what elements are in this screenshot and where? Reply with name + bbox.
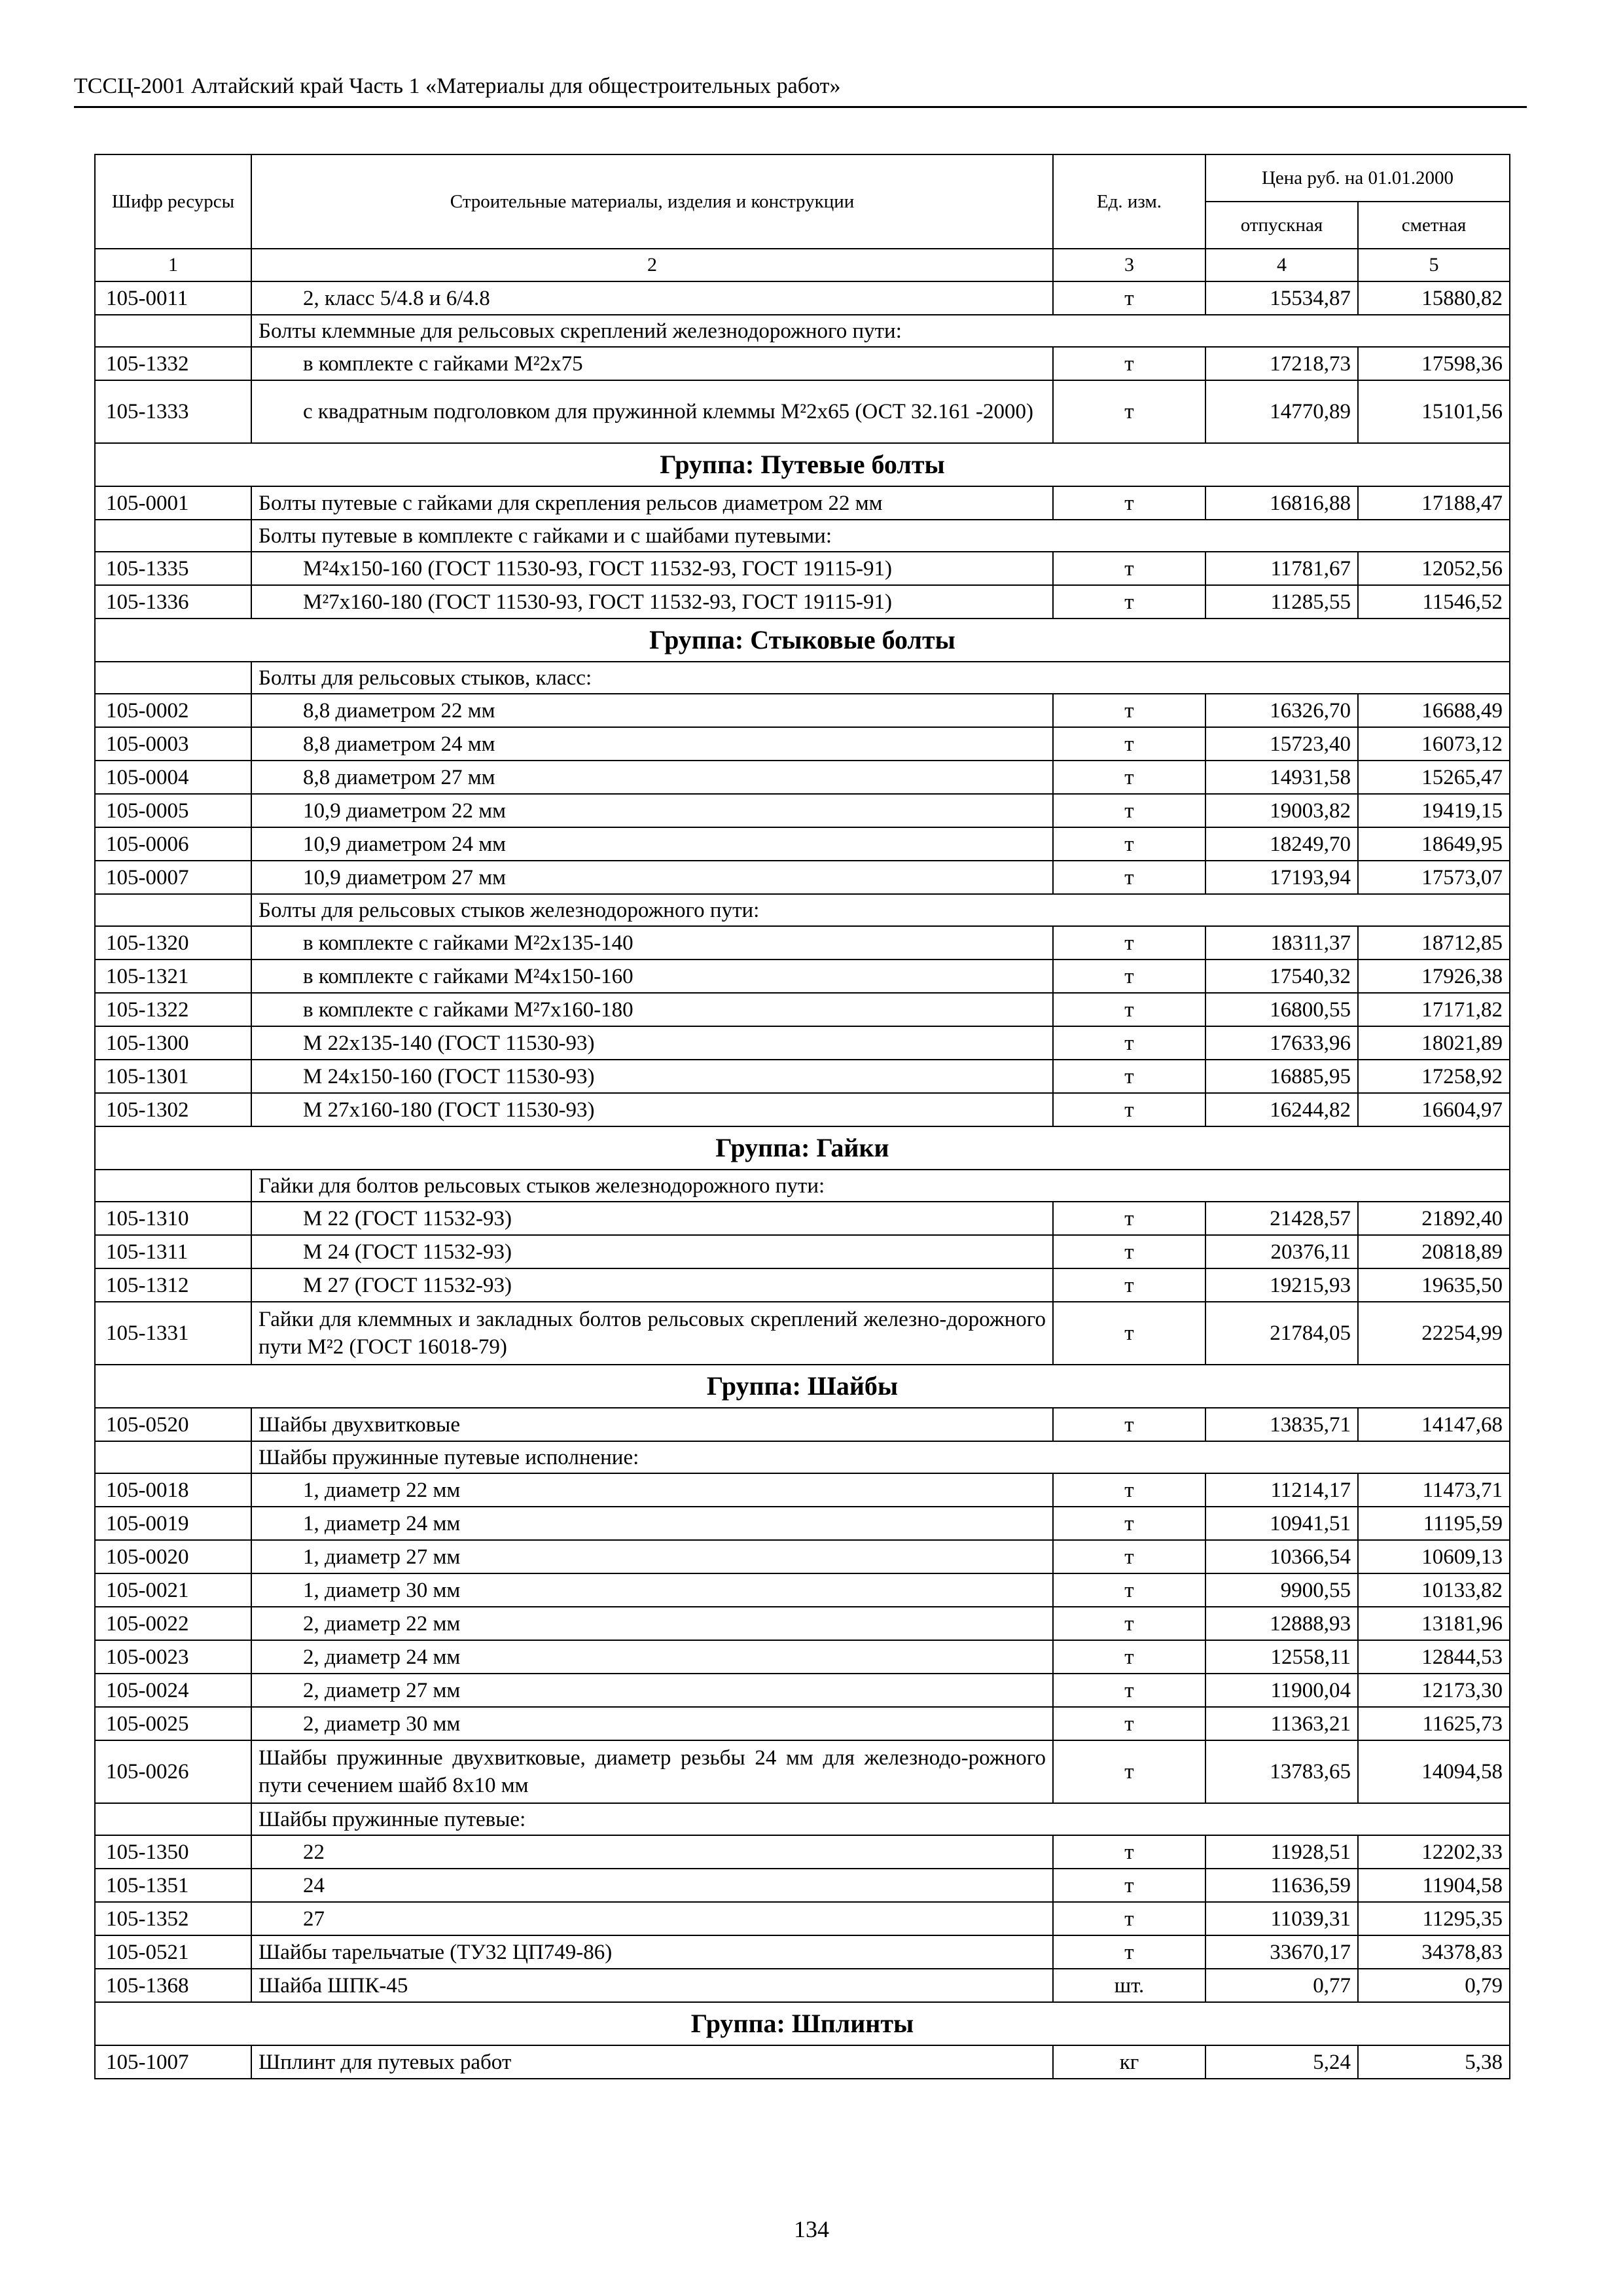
material-name: 10,9 диаметром 22 мм	[251, 794, 1053, 827]
page-header: ТССЦ-2001 Алтайский край Часть 1 «Материалы для общестроительных работ»	[74, 73, 1527, 108]
estimate-price: 17598,36	[1358, 347, 1510, 380]
resource-code: 105-1302	[95, 1093, 251, 1126]
release-price: 16816,88	[1205, 486, 1358, 520]
resource-code: 105-1320	[95, 926, 251, 960]
col-header-unit: Ед. изм.	[1053, 154, 1205, 249]
estimate-price: 15265,47	[1358, 761, 1510, 794]
release-price: 17540,32	[1205, 960, 1358, 993]
resource-code: 105-1300	[95, 1026, 251, 1060]
table-row	[95, 794, 1510, 827]
resource-code: 105-0021	[95, 1573, 251, 1607]
code-cell-empty	[95, 1170, 251, 1202]
unit-cell: т	[1053, 1869, 1205, 1902]
unit-cell: т	[1053, 1835, 1205, 1869]
col-header-code: Шифр ресурсы	[95, 154, 251, 249]
estimate-price: 13181,96	[1358, 1607, 1510, 1640]
resource-code: 105-0520	[95, 1408, 251, 1441]
group-row	[95, 443, 1510, 486]
group-row	[95, 1365, 1510, 1408]
resource-code: 105-0024	[95, 1674, 251, 1707]
table-row	[95, 1268, 1510, 1302]
release-price: 13783,65	[1205, 1740, 1358, 1803]
material-name: 10,9 диаметром 27 мм	[251, 861, 1053, 894]
table-row	[95, 1507, 1510, 1540]
release-price: 11636,59	[1205, 1869, 1358, 1902]
col-header-price: Цена руб. на 01.01.2000	[1205, 154, 1510, 202]
unit-cell: т	[1053, 1607, 1205, 1640]
material-name: М²7х160-180 (ГОСТ 11530-93, ГОСТ 11532-93, ГОСТ 19115-91)	[251, 585, 1053, 619]
subheading-row	[95, 315, 1510, 347]
release-price: 18311,37	[1205, 926, 1358, 960]
subheading-row	[95, 1441, 1510, 1473]
material-name: 8,8 диаметром 22 мм	[251, 694, 1053, 727]
material-name: 2, диаметр 22 мм	[251, 1607, 1053, 1640]
release-price: 17633,96	[1205, 1026, 1358, 1060]
code-cell-empty	[95, 662, 251, 694]
resource-code: 105-1332	[95, 347, 251, 380]
resource-code: 105-1351	[95, 1869, 251, 1902]
unit-cell: кг	[1053, 2045, 1205, 2079]
estimate-price: 11904,58	[1358, 1869, 1510, 1902]
subheading-text: Болты для рельсовых стыков, класс:	[251, 662, 1510, 694]
table-row	[95, 1573, 1510, 1607]
resource-code: 105-0011	[95, 281, 251, 315]
table-row	[95, 1093, 1510, 1126]
unit-cell: т	[1053, 380, 1205, 443]
group-row	[95, 2002, 1510, 2045]
estimate-price: 18712,85	[1358, 926, 1510, 960]
page-number: 134	[794, 2216, 829, 2242]
material-name: Шплинт для путевых работ	[251, 2045, 1053, 2079]
col-number: 3	[1053, 249, 1205, 281]
estimate-price: 14094,58	[1358, 1740, 1510, 1803]
estimate-price: 11625,73	[1358, 1707, 1510, 1740]
unit-cell: т	[1053, 960, 1205, 993]
unit-cell: т	[1053, 1573, 1205, 1607]
release-price: 33670,17	[1205, 1935, 1358, 1969]
code-cell-empty	[95, 520, 251, 552]
resource-code: 105-1335	[95, 552, 251, 585]
release-price: 12558,11	[1205, 1640, 1358, 1674]
table-row	[95, 1969, 1510, 2002]
resource-code: 105-0003	[95, 727, 251, 761]
release-price: 20376,11	[1205, 1235, 1358, 1268]
table-row	[95, 1740, 1510, 1803]
release-price: 21428,57	[1205, 1202, 1358, 1235]
unit-cell: т	[1053, 727, 1205, 761]
resource-code: 105-0018	[95, 1473, 251, 1507]
table-row	[95, 960, 1510, 993]
release-price: 9900,55	[1205, 1573, 1358, 1607]
material-name: 27	[251, 1902, 1053, 1935]
subheading-text: Шайбы пружинные путевые исполнение:	[251, 1441, 1510, 1473]
resource-code: 105-0005	[95, 794, 251, 827]
material-name: 2, диаметр 27 мм	[251, 1674, 1053, 1707]
unit-cell: т	[1053, 1902, 1205, 1935]
release-price: 11900,04	[1205, 1674, 1358, 1707]
material-name: Шайба ШПК-45	[251, 1969, 1053, 2002]
estimate-price: 12202,33	[1358, 1835, 1510, 1869]
resource-code: 105-0026	[95, 1740, 251, 1803]
table-row	[95, 993, 1510, 1026]
estimate-price: 12052,56	[1358, 552, 1510, 585]
table-row	[95, 585, 1510, 619]
material-name: 8,8 диаметром 27 мм	[251, 761, 1053, 794]
table-body	[95, 281, 1510, 2079]
table-row	[95, 694, 1510, 727]
group-title: Группа: Путевые болты	[95, 443, 1510, 486]
table-row	[95, 281, 1510, 315]
release-price: 16800,55	[1205, 993, 1358, 1026]
group-row	[95, 619, 1510, 662]
resource-code: 105-1336	[95, 585, 251, 619]
unit-cell: т	[1053, 993, 1205, 1026]
release-price: 10941,51	[1205, 1507, 1358, 1540]
unit-cell: т	[1053, 1540, 1205, 1573]
release-price: 18249,70	[1205, 827, 1358, 861]
resource-code: 105-0004	[95, 761, 251, 794]
release-price: 16326,70	[1205, 694, 1358, 727]
estimate-price: 17926,38	[1358, 960, 1510, 993]
table-row	[95, 1707, 1510, 1740]
group-title: Группа: Стыковые болты	[95, 619, 1510, 662]
group-title: Группа: Шайбы	[95, 1365, 1510, 1408]
unit-cell: т	[1053, 1235, 1205, 1268]
release-price: 19003,82	[1205, 794, 1358, 827]
col-header-release: отпускная	[1205, 202, 1358, 249]
material-name: М 24х150-160 (ГОСТ 11530-93)	[251, 1060, 1053, 1093]
estimate-price: 21892,40	[1358, 1202, 1510, 1235]
estimate-price: 11546,52	[1358, 585, 1510, 619]
estimate-price: 0,79	[1358, 1969, 1510, 2002]
col-number: 1	[95, 249, 251, 281]
estimate-price: 15101,56	[1358, 380, 1510, 443]
material-name: М 22 (ГОСТ 11532-93)	[251, 1202, 1053, 1235]
material-name: в комплекте с гайками М²7х160-180	[251, 993, 1053, 1026]
release-price: 17218,73	[1205, 347, 1358, 380]
unit-cell: т	[1053, 1473, 1205, 1507]
material-name: Болты путевые с гайками для скрепления рельсов диаметром 22 мм	[251, 486, 1053, 520]
subheading-row	[95, 894, 1510, 926]
table-row	[95, 552, 1510, 585]
unit-cell: т	[1053, 827, 1205, 861]
group-title: Группа: Гайки	[95, 1126, 1510, 1170]
unit-cell: т	[1053, 1268, 1205, 1302]
release-price: 0,77	[1205, 1969, 1358, 2002]
unit-cell: т	[1053, 1640, 1205, 1674]
release-price: 12888,93	[1205, 1607, 1358, 1640]
material-name: М 27 (ГОСТ 11532-93)	[251, 1268, 1053, 1302]
subheading-text: Болты клеммные для рельсовых скреплений железнодорожного пути:	[251, 315, 1510, 347]
estimate-price: 12844,53	[1358, 1640, 1510, 1674]
estimate-price: 17188,47	[1358, 486, 1510, 520]
material-name: с квадратным подголовком для пружинной клеммы М²2х65 (ОСТ 32.161 -2000)	[251, 380, 1053, 443]
release-price: 16244,82	[1205, 1093, 1358, 1126]
resource-code: 105-1333	[95, 380, 251, 443]
material-name: М 24 (ГОСТ 11532-93)	[251, 1235, 1053, 1268]
estimate-price: 11195,59	[1358, 1507, 1510, 1540]
subheading-text: Гайки для болтов рельсовых стыков железнодорожного пути:	[251, 1170, 1510, 1202]
release-price: 11039,31	[1205, 1902, 1358, 1935]
col-header-name: Строительные материалы, изделия и конструкции	[251, 154, 1053, 249]
material-name: в комплекте с гайками М²4х150-160	[251, 960, 1053, 993]
material-name: 10,9 диаметром 24 мм	[251, 827, 1053, 861]
material-name: 2, диаметр 30 мм	[251, 1707, 1053, 1740]
material-name: 1, диаметр 27 мм	[251, 1540, 1053, 1573]
material-name: 22	[251, 1835, 1053, 1869]
release-price: 21784,05	[1205, 1302, 1358, 1365]
resource-code: 105-1350	[95, 1835, 251, 1869]
unit-cell: т	[1053, 1674, 1205, 1707]
estimate-price: 17258,92	[1358, 1060, 1510, 1093]
estimate-price: 11473,71	[1358, 1473, 1510, 1507]
release-price: 10366,54	[1205, 1540, 1358, 1573]
table-row	[95, 1869, 1510, 1902]
release-price: 17193,94	[1205, 861, 1358, 894]
unit-cell: т	[1053, 1060, 1205, 1093]
unit-cell: т	[1053, 1026, 1205, 1060]
estimate-price: 12173,30	[1358, 1674, 1510, 1707]
material-name: М 27х160-180 (ГОСТ 11530-93)	[251, 1093, 1053, 1126]
resource-code: 105-1301	[95, 1060, 251, 1093]
subheading-text: Болты путевые в комплекте с гайками и с шайбами путевыми:	[251, 520, 1510, 552]
table-row	[95, 827, 1510, 861]
estimate-price: 22254,99	[1358, 1302, 1510, 1365]
group-row	[95, 1126, 1510, 1170]
estimate-price: 18021,89	[1358, 1026, 1510, 1060]
release-price: 11928,51	[1205, 1835, 1358, 1869]
subheading-row	[95, 1803, 1510, 1835]
estimate-price: 16688,49	[1358, 694, 1510, 727]
subheading-row	[95, 662, 1510, 694]
estimate-price: 34378,83	[1358, 1935, 1510, 1969]
table-row	[95, 380, 1510, 443]
table-row	[95, 1302, 1510, 1365]
material-name: 1, диаметр 24 мм	[251, 1507, 1053, 1540]
unit-cell: т	[1053, 1408, 1205, 1441]
col-number: 2	[251, 249, 1053, 281]
table-row	[95, 1902, 1510, 1935]
release-price: 14931,58	[1205, 761, 1358, 794]
table-row	[95, 1060, 1510, 1093]
code-cell-empty	[95, 1803, 251, 1835]
estimate-price: 16604,97	[1358, 1093, 1510, 1126]
table-row	[95, 861, 1510, 894]
resource-code: 105-1352	[95, 1902, 251, 1935]
subheading-text: Болты для рельсовых стыков железнодорожного пути:	[251, 894, 1510, 926]
release-price: 15723,40	[1205, 727, 1358, 761]
resource-code: 105-0023	[95, 1640, 251, 1674]
material-name: Шайбы двухвитковые	[251, 1408, 1053, 1441]
table-row	[95, 1473, 1510, 1507]
release-price: 14770,89	[1205, 380, 1358, 443]
resource-code: 105-1007	[95, 2045, 251, 2079]
resource-code: 105-0002	[95, 694, 251, 727]
resource-code: 105-0521	[95, 1935, 251, 1969]
estimate-price: 17573,07	[1358, 861, 1510, 894]
estimate-price: 20818,89	[1358, 1235, 1510, 1268]
table-row	[95, 1640, 1510, 1674]
group-title: Группа: Шплинты	[95, 2002, 1510, 2045]
table-row	[95, 1607, 1510, 1640]
resource-code: 105-1310	[95, 1202, 251, 1235]
estimate-price: 18649,95	[1358, 827, 1510, 861]
unit-cell: т	[1053, 1935, 1205, 1969]
unit-cell: т	[1053, 1707, 1205, 1740]
release-price: 11214,17	[1205, 1473, 1358, 1507]
table-row	[95, 1202, 1510, 1235]
table-row	[95, 2045, 1510, 2079]
estimate-price: 19635,50	[1358, 1268, 1510, 1302]
unit-cell: т	[1053, 281, 1205, 315]
table-row	[95, 1835, 1510, 1869]
unit-cell: т	[1053, 1507, 1205, 1540]
table-row	[95, 761, 1510, 794]
resource-code: 105-0007	[95, 861, 251, 894]
price-table	[94, 154, 1510, 2079]
code-cell-empty	[95, 894, 251, 926]
material-name: 8,8 диаметром 24 мм	[251, 727, 1053, 761]
resource-code: 105-1331	[95, 1302, 251, 1365]
resource-code: 105-0022	[95, 1607, 251, 1640]
resource-code: 105-0019	[95, 1507, 251, 1540]
estimate-price: 5,38	[1358, 2045, 1510, 2079]
release-price: 5,24	[1205, 2045, 1358, 2079]
resource-code: 105-0020	[95, 1540, 251, 1573]
material-name: Шайбы пружинные двухвитковые, диаметр резьбы 24 мм для железнодо-рожного пути сечением шайб 8х10 мм	[251, 1740, 1053, 1803]
resource-code: 105-1368	[95, 1969, 251, 2002]
unit-cell: т	[1053, 347, 1205, 380]
material-name: М²4х150-160 (ГОСТ 11530-93, ГОСТ 11532-93, ГОСТ 19115-91)	[251, 552, 1053, 585]
resource-code: 105-1321	[95, 960, 251, 993]
unit-cell: т	[1053, 761, 1205, 794]
material-name: 2, класс 5/4.8 и 6/4.8	[251, 281, 1053, 315]
unit-cell: т	[1053, 926, 1205, 960]
estimate-price: 16073,12	[1358, 727, 1510, 761]
col-header-estimate: сметная	[1358, 202, 1510, 249]
resource-code: 105-0001	[95, 486, 251, 520]
unit-cell: т	[1053, 1302, 1205, 1365]
release-price: 13835,71	[1205, 1408, 1358, 1441]
unit-cell: т	[1053, 1202, 1205, 1235]
estimate-price: 14147,68	[1358, 1408, 1510, 1441]
unit-cell: т	[1053, 694, 1205, 727]
material-name: в комплекте с гайками М²2х135-140	[251, 926, 1053, 960]
resource-code: 105-1311	[95, 1235, 251, 1268]
code-cell-empty	[95, 1441, 251, 1473]
table-row	[95, 1674, 1510, 1707]
table-row	[95, 347, 1510, 380]
resource-code: 105-0006	[95, 827, 251, 861]
estimate-price: 17171,82	[1358, 993, 1510, 1026]
table-row	[95, 1235, 1510, 1268]
release-price: 11285,55	[1205, 585, 1358, 619]
subheading-row	[95, 1170, 1510, 1202]
unit-cell: т	[1053, 794, 1205, 827]
material-name: Шайбы тарельчатые (ТУ32 ЦП749-86)	[251, 1935, 1053, 1969]
table-row	[95, 1408, 1510, 1441]
release-price: 11363,21	[1205, 1707, 1358, 1740]
col-number: 4	[1205, 249, 1358, 281]
table-row	[95, 926, 1510, 960]
release-price: 15534,87	[1205, 281, 1358, 315]
col-number: 5	[1358, 249, 1510, 281]
table-row	[95, 1935, 1510, 1969]
material-name: в комплекте с гайками М²2х75	[251, 347, 1053, 380]
material-name: 2, диаметр 24 мм	[251, 1640, 1053, 1674]
subheading-text: Шайбы пружинные путевые:	[251, 1803, 1510, 1835]
material-name: 24	[251, 1869, 1053, 1902]
material-name: 1, диаметр 22 мм	[251, 1473, 1053, 1507]
table-row	[95, 1540, 1510, 1573]
release-price: 11781,67	[1205, 552, 1358, 585]
unit-cell: шт.	[1053, 1969, 1205, 2002]
resource-code: 105-1312	[95, 1268, 251, 1302]
resource-code: 105-0025	[95, 1707, 251, 1740]
table-row	[95, 486, 1510, 520]
estimate-price: 10609,13	[1358, 1540, 1510, 1573]
unit-cell: т	[1053, 861, 1205, 894]
subheading-row	[95, 520, 1510, 552]
estimate-price: 11295,35	[1358, 1902, 1510, 1935]
release-price: 16885,95	[1205, 1060, 1358, 1093]
table-row	[95, 1026, 1510, 1060]
material-name: Гайки для клеммных и закладных болтов рельсовых скреплений железно-дорожного пути М²2 (ГОСТ 16018-79)	[251, 1302, 1053, 1365]
unit-cell: т	[1053, 552, 1205, 585]
unit-cell: т	[1053, 486, 1205, 520]
resource-code: 105-1322	[95, 993, 251, 1026]
table-row	[95, 727, 1510, 761]
unit-cell: т	[1053, 1740, 1205, 1803]
code-cell-empty	[95, 315, 251, 347]
estimate-price: 15880,82	[1358, 281, 1510, 315]
estimate-price: 10133,82	[1358, 1573, 1510, 1607]
unit-cell: т	[1053, 1093, 1205, 1126]
release-price: 19215,93	[1205, 1268, 1358, 1302]
estimate-price: 19419,15	[1358, 794, 1510, 827]
unit-cell: т	[1053, 585, 1205, 619]
material-name: 1, диаметр 30 мм	[251, 1573, 1053, 1607]
material-name: М 22х135-140 (ГОСТ 11530-93)	[251, 1026, 1053, 1060]
